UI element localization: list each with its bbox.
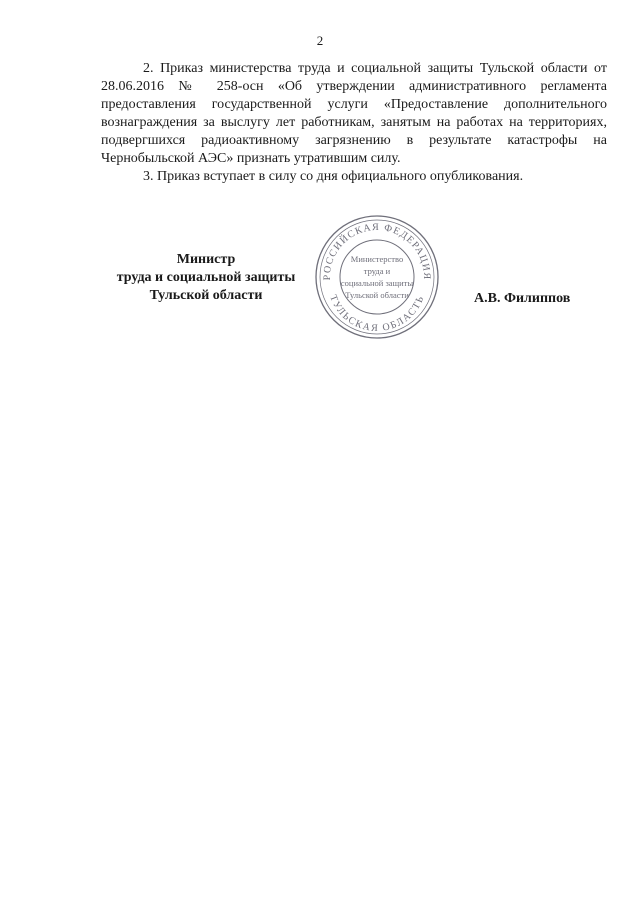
seal-graphic xyxy=(312,212,442,342)
signatory-position xyxy=(96,251,316,305)
seal-center-line-3: социальной защиты xyxy=(340,278,414,288)
seal-center-line-2: труда и xyxy=(363,266,391,276)
document-body xyxy=(101,60,607,186)
page-number: 2 xyxy=(316,33,324,48)
paragraph-2: 2. Приказ министерства труда и социальной защиты Тульской области от 28.06.2016 № 258-осн «Об утверждении административного регламента предоставления государственной услуги «Предоставление дополнительного вознаграждения за выслугу лет работникам, занятым на работах на территориях, подвергшихся радиоактивному загрязнению в результате катастрофы на Чернобыльской АЭС» признать утратившим силу. xyxy=(101,61,607,166)
paragraph-3: 3. Приказ вступает в силу со дня официального опубликования. xyxy=(143,169,524,184)
seal-inner-ring xyxy=(340,240,414,314)
seal-ring-top-text: РОССИЙСКАЯ ФЕДЕРАЦИЯ xyxy=(321,221,433,281)
position-line-2: труда и социальной защиты xyxy=(116,270,296,285)
seal-outer-ring xyxy=(316,216,438,338)
seal-ring-bottom-text: ТУЛЬСКАЯ ОБЛАСТЬ xyxy=(327,293,427,335)
position-line-1: Министр xyxy=(176,252,236,267)
signer-name: А.В. Филиппов xyxy=(474,291,571,306)
seal-center-line-1: Министерство xyxy=(350,254,404,264)
official-seal xyxy=(312,212,442,342)
seal-center-line-4: Тульской области xyxy=(345,290,409,300)
position-line-3: Тульской области xyxy=(149,288,263,303)
seal-outer-inner-ring xyxy=(320,220,434,334)
